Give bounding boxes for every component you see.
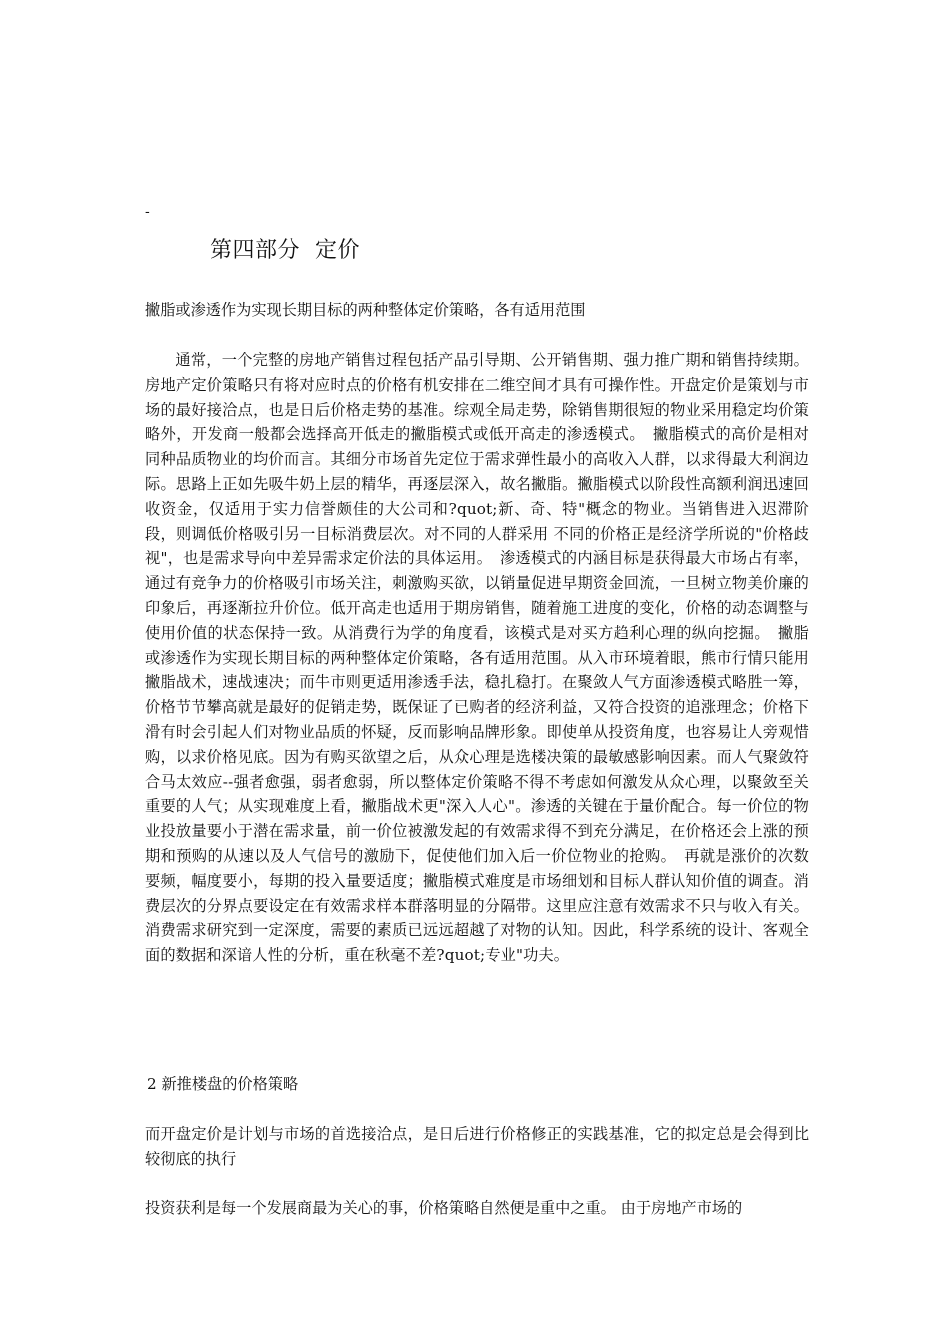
body-paragraph-2: 而开盘定价是计划与市场的首选接洽点，是日后进行价格修正的实践基准，它的拟定总是会得到比较彻底的执行 [145, 1125, 809, 1168]
page-marker: - [145, 204, 150, 220]
body-paragraph-3: 投资获利是每一个发展商最为关心的事，价格策略自然便是重中之重。 由于房地产市场的 [145, 1199, 743, 1217]
section-subtitle: 撇脂或渗透作为实现长期目标的两种整体定价策略，各有适用范围 [145, 301, 586, 319]
body-paragraph: 通常，一个完整的房地产销售过程包括产品引导期、公开销售期、强力推广期和销售持续期。房地产定价策略只有将对应时点的价格有机安排在二维空间才具有可操作性。开盘定价是策划与市场的最好接洽点，也是日后价格走势的基准。综观全局走势，除销售期很短的物业采用稳定均价策略外，开发商一般都会选择高开低走的撇脂模式或低开高走的渗透模式。 撇脂模式的高价是相对同种品质物业的均价而言。其细分市场首先定位于需求弹性最小的高收入人群，以求得最大利润边际。思路上正如先吸牛奶上层的精华，再逐层深入，故名撇脂。撇脂模式以阶段性高额利润迅速回收资金，仅适用于实力信誉颇佳的大公司和?quot;新、奇、特"概念的物业。当销售进入迟滞阶段，则调低价格吸引另一目标消费层次。对不同的人群采用 不同的价格正是经济学所说的"价格歧视"，也是需求导向中差异需求定价法的具体运用。 渗透模式的内涵目标是获得最大市场占有率，通过有竞争力的价格吸引市场关注，刺激购买欲，以销量促进早期资金回流，一旦树立物美价廉的印象后，再逐渐拉升价位。低开高走也适用于期房销售，随着施工进度的变化，价格的动态调整与使用价值的状态保持一致。从消费行为学的角度看，该模式是对买方趋利心理的纵向挖掘。 撇脂或渗透作为实现长期目标的两种整体定价策略，各有适用范围。从入市环境着眼，熊市行情只能用撇脂战术，速战速决；而牛市则更适用渗透手法，稳扎稳打。在聚敛人气方面渗透模式略胜一筹，价格节节攀高就是最好的促销走势，既保证了已购者的经济利益，又符合投资的追涨理念；价格下滑有时会引起人们对物业品质的怀疑，反而影响品牌形象。即使单从投资角度，也容易让人旁观惜购，以求价格见底。因为有购买欲望之后，从众心理是选楼决策的最敏感影响因素。而人气聚敛符合马太效应--强者愈强，弱者愈弱，所以整体定价策略不得不考虑如何激发从众心理，以聚敛至关重要的人气；从实现难度上看，撇脂战术更"深入人心"。渗透的关键在于量价配合。每一价位的物业投放量要小于潜在需求量，前一价位被激发起的有效需求得不到充分满足，在价格还会上涨的预期和预购的从速以及人气信号的激励下，促使他们加入后一价位物业的抢购。 再就是涨价的次数要频，幅度要小，每期的投入量要适度；撇脂模式难度是市场细划和目标人群认知价值的调查。消费层次的分界点要设定在有效需求样本群落明显的分隔带。这里应注意有效需求不只与收入有关。消费需求研究到一定深度，需要的素质已远远超越了对物的认知。因此，科学系统的设计、客观全面的数据和深谙人性的分析，重在秋毫不差?quot;专业"功夫。 [145, 351, 809, 965]
section-heading: 2 新推楼盘的价格策略 [147, 1075, 299, 1093]
page-title: 第四部分 定价 [210, 238, 360, 263]
